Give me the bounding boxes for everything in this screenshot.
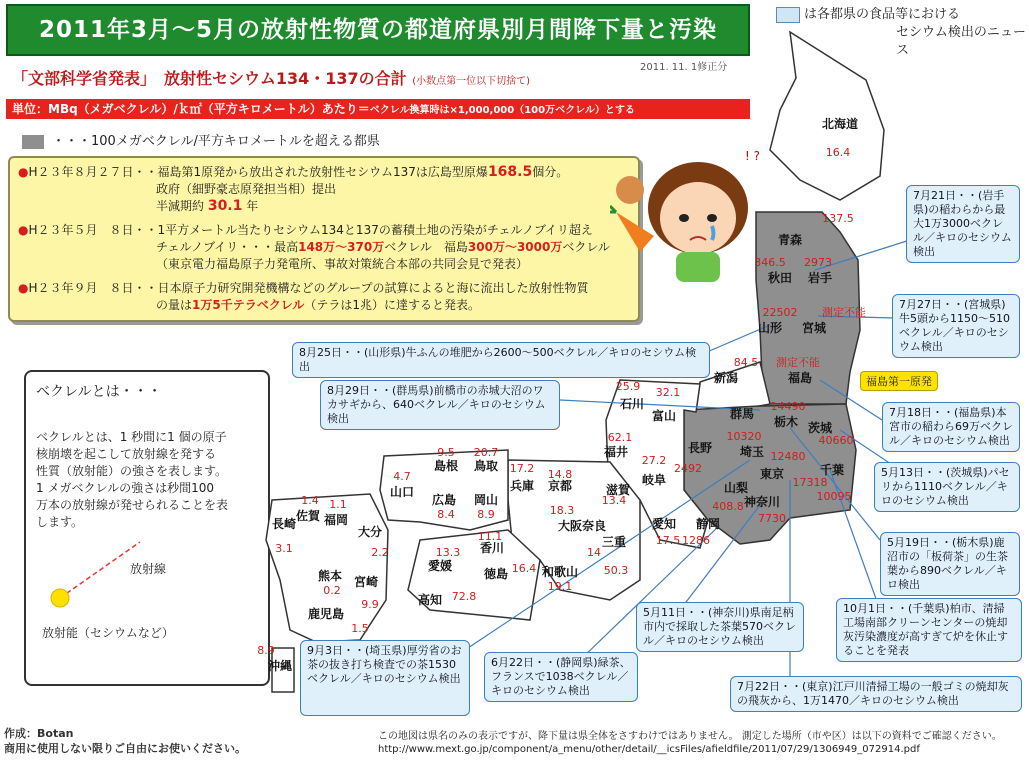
news-text: 福島第1原発から放出された放射性セシウム137は広島型原爆 <box>157 165 488 179</box>
becquerel-line: 1 メガベクレルの強さは秒間100 <box>36 481 215 495</box>
callout-chiba: 10月1日・・(千葉県)柏市、清掃工場南部クリーンセンターの焼却灰汚染濃度が高すぎて炉を休止することを発表 <box>836 598 1022 662</box>
prefecture-name: 大阪 <box>557 519 583 533</box>
prefecture-value: 測定不能 <box>776 356 820 369</box>
news-text: ベクレル 福島 <box>384 240 468 254</box>
prefecture-name: 東京 <box>759 467 785 481</box>
becquerel-line: 性質（放射能）の強さを表します。 <box>36 464 228 478</box>
footnote <box>378 730 1024 756</box>
prefecture-value: 84.5 <box>733 356 759 369</box>
news-text: 個分。 <box>532 165 569 179</box>
prefecture-name: 福井 <box>603 445 629 459</box>
prefecture-value: 17318 <box>792 476 828 489</box>
prefecture-value: 14.8 <box>547 468 573 481</box>
callout-gunma: 8月29日・・(群馬県)前橋市の赤城大沼のワカサギから、640ベクレル／キロのセシウム検出 <box>320 380 560 430</box>
news-text: （東京電力福島原子力発電所、事故対策統合本部の共同会見で発表） <box>156 257 529 271</box>
prefecture-value: 27.2 <box>641 454 667 467</box>
prefecture-value: 14490 <box>770 400 806 413</box>
prefecture-name: 山梨 <box>723 481 749 495</box>
prefecture-value: 12480 <box>770 450 806 463</box>
prefecture-name: 高知 <box>417 593 443 607</box>
prefecture-value: 1286 <box>682 534 710 547</box>
prefecture-name: 長野 <box>687 441 713 455</box>
news-legend-line2: セシウム検出のニュース <box>896 25 1026 58</box>
news-highlight: 30.1 <box>207 198 243 214</box>
news-text: 1平方メートル当たりセシウム134と137の蓄積土地の汚染がチェルノブイリ超え <box>157 223 593 237</box>
prefecture-value: 20.7 <box>473 446 499 459</box>
prefecture-name: 北海道 <box>821 117 859 131</box>
revision-note: 2011. 11. 1修正分 <box>640 62 728 73</box>
prefecture-name: 熊本 <box>317 569 343 583</box>
prefecture-name: 神奈川 <box>743 495 781 509</box>
prefecture-value: 1.4 <box>301 494 319 507</box>
prefecture-value: 13.4 <box>601 494 627 507</box>
unit-main: 単位：MBq（メガベクレル）/ｋ㎡（平方キロメートル）あたり＝ <box>12 102 370 116</box>
prefecture-value: 9.9 <box>361 598 379 611</box>
prefecture-name: 宮崎 <box>353 575 379 589</box>
news-text: （テラは1兆）に達すると発表。 <box>304 298 481 312</box>
callout-tokyo: 7月22日・・(東京)江戸川清掃工場の一般ゴミの焼却灰の飛灰から、1万1470／キロのセシウム検出 <box>730 676 1022 712</box>
footnote-url: http://www.mext.go.jp/component/a_menu/other/detail/__icsFiles/afieldfile/2011/07/29/1306949_072914.pdf <box>378 744 920 755</box>
hokkaido-region <box>770 32 884 200</box>
usage-note: 商用に使用しない限りご自由にお使いください。 <box>4 742 246 755</box>
prefecture-name: 宮城 <box>801 321 827 335</box>
news-legend-line1: は各都県の食品等における <box>804 7 961 22</box>
prefecture-name: 香川 <box>479 541 505 555</box>
prefecture-name: 鳥取 <box>473 459 499 473</box>
callout-ibaraki: 5月13日・・(茨城県)パセリから1110ベクレル／キロのセシウム検出 <box>874 462 1020 512</box>
prefecture-name: 奈良 <box>581 519 607 533</box>
prefecture-name: 大分 <box>357 525 383 539</box>
callout-shizuoka: 6月22日・・(静岡県)緑茶、フランスで1038ベクレル／キロのセシウム検出 <box>484 652 638 702</box>
prefecture-value: 2973 <box>804 256 832 269</box>
news-text: 年 <box>242 199 259 213</box>
callout-fukushima: 7月18日・・(福島県)本宮市の稲わら69万ベクレル／キロのセシウム検出 <box>882 402 1020 452</box>
becquerel-line: 核崩壊を起こして放射線を発する <box>36 447 217 461</box>
prefecture-value: 72.8 <box>451 590 477 603</box>
prefecture-value: 11.1 <box>477 530 503 543</box>
prefecture-name: 沖縄 <box>267 659 293 673</box>
prefecture-value: 8.4 <box>437 508 455 521</box>
prefecture-value: 10320 <box>726 430 762 443</box>
news-highlight: 148万〜370万 <box>298 240 385 254</box>
callout-tochigi: 5月19日・・(栃木県)鹿沼市の「板荷茶」の生茶葉から890ベクレル／キロ検出 <box>880 532 1020 596</box>
prefecture-name: 兵庫 <box>509 479 535 493</box>
ray-label: 放射線 <box>130 562 167 576</box>
prefecture-value: 10095 <box>816 490 852 503</box>
author-name: 作成：Botan <box>4 727 74 740</box>
prefecture-name: 福岡 <box>323 513 349 527</box>
prefecture-value: 8.9 <box>257 644 275 657</box>
prefecture-name: 愛媛 <box>427 559 453 573</box>
prefecture-value: 2492 <box>674 462 702 475</box>
prefecture-value: 1.5 <box>351 622 369 635</box>
prefecture-name: 石川 <box>619 397 645 411</box>
prefecture-name: 茨城 <box>807 421 833 435</box>
becquerel-line: します。 <box>36 515 84 529</box>
subtitle-note: (小数点第一位以下切捨て) <box>412 76 531 87</box>
prefecture-name: 岐阜 <box>641 473 667 487</box>
prefecture-name: 秋田 <box>767 271 793 285</box>
unit-note: ベクレル換算時は×1,000,000（100万ベクレル）とする <box>369 105 635 116</box>
prefecture-name: 千葉 <box>819 463 845 477</box>
news-item-1: ●H２３年８月２７日・・福島第1原発から放出された放射性セシウム137は広島型原爆168.5個分。 政府（細野豪志原発担当相）提出 半減期約 30.1 年 <box>18 164 630 215</box>
prefecture-name: 滋賀 <box>605 483 631 497</box>
prefecture-name: 徳島 <box>483 567 509 581</box>
prefecture-value: 13.3 <box>435 546 461 559</box>
prefecture-value: 40660 <box>818 434 854 447</box>
prefecture-name: 栃木 <box>773 415 799 429</box>
prefecture-name: 山形 <box>757 321 783 335</box>
prefecture-name: 広島 <box>431 493 457 507</box>
prefecture-value: 1.1 <box>329 498 347 511</box>
news-date: H２３年９月 ８日・・ <box>28 281 158 295</box>
prefecture-value: 16.4 <box>511 562 537 575</box>
prefecture-name: 三重 <box>601 535 627 549</box>
prefecture-value: 19.1 <box>547 580 573 593</box>
news-date: H２３年８月２７日・・ <box>28 165 158 179</box>
news-text: 半減期約 <box>156 199 208 213</box>
prefecture-name: 埼玉 <box>739 445 765 459</box>
prefecture-name: 岡山 <box>473 493 499 507</box>
fukushima-daiichi-label: 福島第一原発 <box>860 371 938 391</box>
prefecture-name: 愛知 <box>651 517 677 531</box>
prefecture-value: 32.1 <box>655 386 681 399</box>
prefecture-name: 長崎 <box>271 517 297 531</box>
prefecture-name: 福島 <box>787 371 813 385</box>
prefecture-name: 島根 <box>433 459 459 473</box>
prefecture-value: 62.1 <box>607 431 633 444</box>
prefecture-value: 137.5 <box>822 212 854 225</box>
callout-saitama: 9月3日・・(埼玉県)厚労省のお茶の抜き打ち検査での茶1530ベクレル／キロのセシウム検出 <box>300 640 470 716</box>
prefecture-name: 京都 <box>547 479 573 493</box>
prefecture-name: 山口 <box>389 485 415 499</box>
prefecture-value: 2.2 <box>371 546 389 559</box>
news-text: チェルノブイリ・・・最高 <box>156 240 299 254</box>
prefecture-name: 和歌山 <box>541 565 579 579</box>
page-title: 2011年3月〜5月の放射性物質の都道府県別月間降下量と汚染 <box>6 4 750 56</box>
footnote-text: この地図は県名のみの表示ですが、降下量は県全体をさすわけではありません。 測定した場所（市や区）は以下の資料でご確認ください。 <box>378 731 1002 742</box>
news-text: 政府（細野豪志原発担当相）提出 <box>156 182 337 196</box>
prefecture-value: 16.4 <box>825 146 851 159</box>
news-item-2: ●H２３年５月 ８日・・1平方メートル当たりセシウム134と137の蓄積土地の汚染がチェルノブイリ超え チェルノブイリ・・・最高148万〜370万ベクレル 福島300万〜3000万ベクレル （東京電力福島原子力発電所、事故対策統合本部の共同会見で発表） <box>18 222 630 273</box>
author-credit <box>4 726 246 756</box>
prefecture-value: 3.1 <box>275 542 293 555</box>
prefecture-name: 青森 <box>777 233 803 247</box>
prefecture-value: 4.7 <box>393 470 411 483</box>
prefecture-value: 14 <box>587 546 601 559</box>
prefecture-value: 18.3 <box>549 504 575 517</box>
prefecture-value: 22502 <box>762 306 798 319</box>
news-highlight: 168.5 <box>487 164 533 180</box>
prefecture-value: 50.3 <box>603 564 629 577</box>
svg-text:! ?: ! ? <box>745 149 760 163</box>
prefecture-name: 新潟 <box>713 371 739 385</box>
prefecture-value: 測定不能 <box>822 306 866 319</box>
becquerel-heading: ベクレルとは・・・ <box>36 384 162 400</box>
news-text: 日本原子力研究開発機構などのグループの試算によると海に流出した放射性物質 <box>157 281 589 295</box>
prefecture-value: 8.9 <box>477 508 495 521</box>
callout-yamagata: 8月25日・・(山形県)牛ふんの堆肥から2600〜500ベクレル／キロのセシウム検出 <box>292 342 710 378</box>
callout-kanagawa: 5月11日・・(神奈川)県南足柄市内で採取した茶葉570ベクレル／キロのセシウム検出 <box>636 602 804 652</box>
grey-legend-text: ・・・100メガベクレル/平方キロメートルを超える都県 <box>52 134 380 149</box>
news-date: H２３年５月 ８日・・ <box>28 223 158 237</box>
prefecture-value: 0.2 <box>323 584 341 597</box>
prefecture-name: 岩手 <box>807 271 833 285</box>
prefecture-value: 17.5 <box>655 534 681 547</box>
callout-iwate: 7月21日・・(岩手県)の稲わらから最大1万3000ベクレル／キロのセシウム検出 <box>906 185 1020 263</box>
prefecture-value: 7730 <box>758 512 786 525</box>
news-text: ベクレル <box>562 240 611 254</box>
prefecture-value: 346.5 <box>754 256 786 269</box>
prefecture-name: 富山 <box>651 409 677 423</box>
prefecture-value: 17.2 <box>509 462 535 475</box>
prefecture-name: 群馬 <box>729 407 755 421</box>
becquerel-line: ベクレルとは、1 秒間に1 個の原子 <box>36 430 227 444</box>
prefecture-name: 鹿児島 <box>307 607 345 621</box>
prefecture-value: 25.9 <box>615 380 641 393</box>
news-highlight: 300万〜3000万 <box>467 240 563 254</box>
prefecture-value: 9.5 <box>437 446 455 459</box>
subtitle-main: 「文部科学省発表」 放射性セシウム134・137の合計 <box>12 69 407 88</box>
callout-miyagi: 7月27日・・(宮城県)牛5頭から1150〜510ベクレル／キロのセシウム検出 <box>892 294 1020 358</box>
news-item-3: ●H２３年９月 ８日・・日本原子力研究開発機構などのグループの試算によると海に流出した放射性物質 の量は1万5千テラベクレル（テラは1兆）に達すると発表。 <box>18 281 589 312</box>
source-label: 放射能（セシウムなど） <box>42 626 174 640</box>
prefecture-value: 408.8 <box>712 500 744 513</box>
prefecture-name: 佐賀 <box>295 509 321 523</box>
news-text: の量は <box>156 298 193 312</box>
prefecture-name: 静岡 <box>695 517 721 531</box>
becquerel-line: 万本の放射線が発せられることを表 <box>36 498 229 512</box>
news-highlight: 1万5千テラベクレル <box>192 298 305 312</box>
